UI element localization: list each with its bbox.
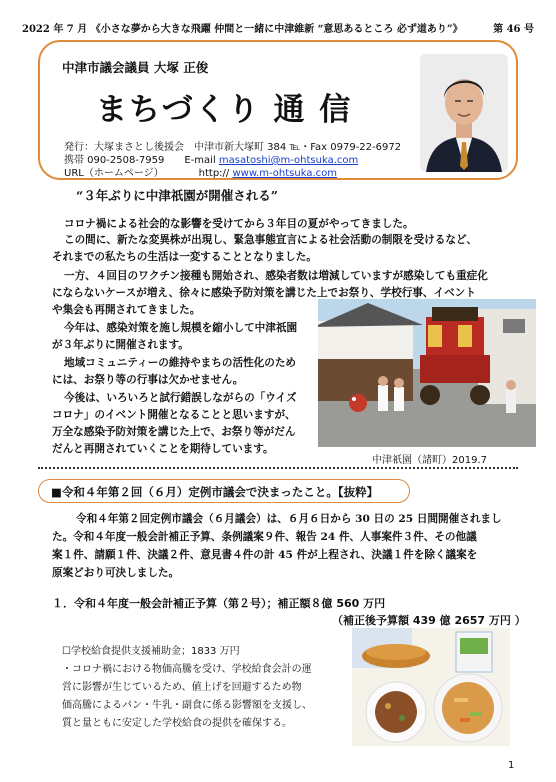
article1-line-5: にならないケースが増え、徐々に感染予防対策を講じた上でお祭り、学校行事、イベント <box>52 287 476 299</box>
phone-fax: ℡・Fax 0979-22-6972 <box>289 142 402 153</box>
festival-photo <box>318 299 536 447</box>
school-lunch-photo <box>352 628 510 746</box>
email-link[interactable]: masatoshi@m-ohtsuka.com <box>218 155 359 166</box>
article1-line-1: コロナ禍による社会的な影響を受けてから３年目の夏がやってきました。 <box>64 218 414 230</box>
budget-subheading: １．令和４年度一般会計補正予算（第２号）；補正額８億 560 万円 <box>52 597 386 610</box>
newsletter-title: まちづくり 通 信 <box>96 92 353 128</box>
article1-line-3: それまでの私たちの生活は一変することとなりました。 <box>52 251 317 263</box>
article2-title: ■令和４年第２回（６月）定例市議会で決まったこと。【抜粋】 <box>38 479 410 503</box>
article1-line-12: コロナ」のイベント開催となることと思いますが、 <box>52 409 296 421</box>
note-line-3: 営に影響が生じているため、値上げを回避するため物 <box>62 682 302 693</box>
issue-number: 第 46 号 <box>493 24 534 35</box>
header-motto: 2022 年 7 月 《小さな夢から大きな飛躍 仲間と一緒に中津維新 “意思あるところ 必ず道あり”》 <box>22 24 463 35</box>
article1-line-14: だんと再開されていくことを期待しています。 <box>52 443 274 455</box>
page-number: 1 <box>508 760 515 771</box>
article1-line-11: 今後は、いろいろと試行錯誤しながらの「ウイズ <box>64 392 297 404</box>
article1-line-13: 万全な感染予防対策を講じた上で、お祭り等がだん <box>52 426 296 438</box>
contact-url <box>64 164 337 179</box>
portrait-photo <box>420 54 508 172</box>
article1-line-7: 今年は、感染対策を施し規模を縮小して中津祇園 <box>64 322 298 334</box>
article1-title: “３年ぶりに中津祇園が開催される” <box>76 188 278 203</box>
article2-line-2: た。令和４年度一般会計補正予算、条例議案９件、報告 24 件、人事案件３件、その他議 <box>52 531 477 543</box>
homepage-link[interactable]: www.m-ohtsuka.com <box>232 168 338 179</box>
url-label: URL（ホームページ） http:// <box>64 168 230 179</box>
article1-line-9: 地域コミュニティーの維持やまちの活性化のため <box>64 357 297 369</box>
note-line-2: ・コロナ禍における物価高騰を受け、学校給食会計の運 <box>62 664 312 675</box>
article1-line-6: や集会も再開されてきました。 <box>52 304 201 316</box>
article2-line-3: 案１件、請願１件、決議２件、意見書４件の計 45 件が上程され、決議１件を除く議案を <box>52 549 478 561</box>
note-line-5: 質と量ともに安定した学校給食の提供を確保する。 <box>62 718 292 729</box>
mobile-label: 携帯 090-2508-7959 E-mail <box>64 155 216 166</box>
section-divider <box>38 467 518 469</box>
article1-line-4: 一方、４回目のワクチン接種も開始され、感染者数は増減していますが感染しても重症化 <box>64 270 488 282</box>
festival-photo-caption: 中津祇園（諸町）2019.7 <box>372 455 487 466</box>
council-member-name: 中津市議会議員 大塚 正俊 <box>62 60 209 75</box>
header-line <box>22 20 534 35</box>
article2-line-4: 原案どおり可決しました。 <box>52 567 180 579</box>
budget-total-subheading: （補正後予算額 439 億 2657 万円 ） <box>332 614 526 627</box>
publisher-label: 発行：大塚まさとし後援会 中津市新大塚町 384 <box>64 142 287 153</box>
article1-line-8: が３年ぶりに開催されます。 <box>52 339 189 351</box>
note-line-1: ☐学校給食提供支援補助金；1833 万円 <box>62 646 240 657</box>
article1-line-2: この間に、新たな変異株が出現し、緊急事態宣言による社会活動の制限を受けるなど、 <box>64 234 478 246</box>
article1-line-10: には、お祭り等の行事は欠かせません。 <box>52 374 244 386</box>
article2-line-1: 令和４年第２回定例市議会（６月議会）は、６月６日から 30 日の 25 日間開催されまし <box>76 513 502 525</box>
note-line-4: 価高騰によるパン・牛乳・副食に係る影響額を支援し、 <box>62 700 312 711</box>
